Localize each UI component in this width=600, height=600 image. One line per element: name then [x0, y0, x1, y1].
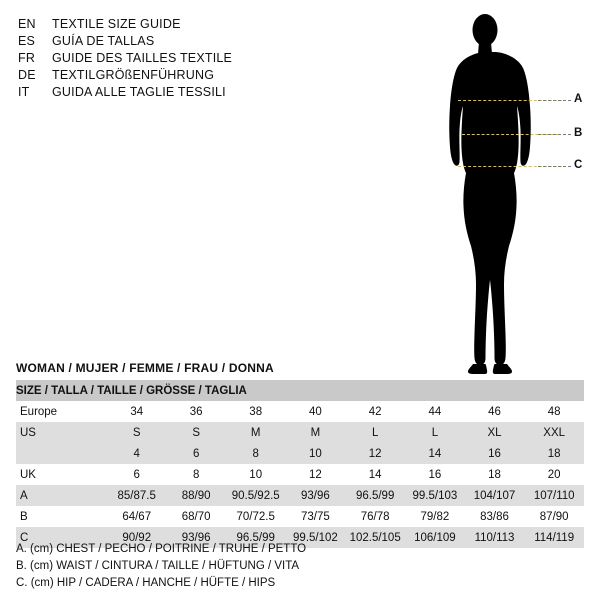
cell: 8 [226, 443, 286, 464]
cell: M [286, 422, 346, 443]
cell: 79/82 [405, 506, 465, 527]
legend-line-c: C. (cm) HIP / CADERA / HANCHE / HÜFTE / HIPS [16, 577, 276, 589]
measure-leader-b [538, 134, 571, 135]
cell: 93/96 [166, 527, 225, 548]
measurement-legend [16, 541, 306, 592]
cell: 106/109 [405, 527, 465, 548]
cell: 88/90 [166, 485, 225, 506]
measure-leader-c [538, 166, 571, 167]
language-row-en [18, 16, 318, 33]
language-row-it [18, 84, 318, 101]
table-header-label: SIZE / TALLA / TAILLE / GRÖSSE / TAGLIA [16, 380, 584, 401]
cell: 8 [166, 464, 225, 485]
language-text-de: TEXTILGRÖßENFÜHRUNG [52, 68, 215, 82]
cell: 114/119 [524, 527, 584, 548]
cell: L [345, 422, 405, 443]
language-row-es [18, 33, 318, 50]
cell: 87/90 [524, 506, 584, 527]
cell: 36 [166, 401, 225, 422]
cell: 4 [107, 443, 167, 464]
cell: 110/113 [465, 527, 525, 548]
table-row [16, 464, 584, 485]
cell: 68/70 [166, 506, 225, 527]
cell: 96.5/99 [226, 527, 286, 548]
table-row [16, 485, 584, 506]
legend-line-a: A. (cm) CHEST / PECHO / POITRINE / TRUHE / PETTO [16, 543, 307, 555]
cell: 14 [345, 464, 405, 485]
size-table-wrapper [16, 380, 584, 548]
row-label-us: US [16, 422, 107, 443]
cell: 40 [286, 401, 346, 422]
legend-line-b: B. (cm) WAIST / CINTURA / TAILLE / HÜFTUNG / VITA [16, 560, 300, 572]
measure-leader-a [538, 100, 571, 101]
cell: 85/87.5 [107, 485, 167, 506]
cell: S [166, 422, 225, 443]
cell: 73/75 [286, 506, 346, 527]
cell: 99.5/102 [286, 527, 346, 548]
language-code-fr: FR [18, 51, 36, 65]
cell: 38 [226, 401, 286, 422]
cell: XXL [524, 422, 584, 443]
table-header-row [16, 380, 584, 401]
cell: 10 [226, 464, 286, 485]
cell: 99.5/103 [405, 485, 465, 506]
figure-area [430, 8, 595, 378]
cell: 6 [166, 443, 225, 464]
row-label-a: A [16, 485, 107, 506]
table-row [16, 401, 584, 422]
cell: M [226, 422, 286, 443]
row-label-uk: UK [16, 464, 107, 485]
cell: 34 [107, 401, 167, 422]
table-group-title: WOMAN / MUJER / FEMME / FRAU / DONNA [16, 361, 274, 375]
language-text-es: GUÍA DE TALLAS [52, 34, 155, 48]
language-row-de [18, 67, 318, 84]
cell: 16 [465, 443, 525, 464]
cell: 16 [405, 464, 465, 485]
cell: 10 [286, 443, 346, 464]
cell: L [405, 422, 465, 443]
cell: 107/110 [524, 485, 584, 506]
measure-label-c: C [574, 159, 583, 171]
language-code-it: IT [18, 85, 30, 99]
language-text-it: GUIDA ALLE TAGLIE TESSILI [52, 85, 226, 99]
cell: 20 [524, 464, 584, 485]
cell: 90/92 [107, 527, 167, 548]
language-text-fr: GUIDE DES TAILLES TEXTILE [52, 51, 233, 65]
cell: 90.5/92.5 [226, 485, 286, 506]
row-label-c: C [16, 527, 107, 548]
cell: 18 [465, 464, 525, 485]
cell: 70/72.5 [226, 506, 286, 527]
cell: 14 [405, 443, 465, 464]
cell: 6 [107, 464, 167, 485]
measure-label-b: B [574, 127, 583, 139]
measure-label-a: A [574, 93, 583, 105]
cell: 46 [465, 401, 525, 422]
cell: XL [465, 422, 525, 443]
language-title-block [18, 16, 318, 101]
row-label-us-numeric [16, 443, 107, 464]
cell: 83/86 [465, 506, 525, 527]
table-row [16, 506, 584, 527]
cell: S [107, 422, 167, 443]
cell: 12 [345, 443, 405, 464]
cell: 18 [524, 443, 584, 464]
cell: 12 [286, 464, 346, 485]
language-code-es: ES [18, 34, 36, 48]
table-row [16, 422, 584, 443]
cell: 64/67 [107, 506, 167, 527]
row-label-europe: Europe [16, 401, 107, 422]
language-code-de: DE [18, 68, 36, 82]
size-table [16, 380, 584, 548]
cell: 76/78 [345, 506, 405, 527]
cell: 44 [405, 401, 465, 422]
language-code-en: EN [18, 17, 36, 31]
table-row [16, 443, 584, 464]
cell: 102.5/105 [345, 527, 405, 548]
cell: 48 [524, 401, 584, 422]
cell: 93/96 [286, 485, 346, 506]
language-text-en: TEXTILE SIZE GUIDE [52, 17, 181, 31]
female-silhouette-icon [430, 8, 595, 378]
language-row-fr [18, 50, 318, 67]
cell: 104/107 [465, 485, 525, 506]
row-label-b: B [16, 506, 107, 527]
cell: 42 [345, 401, 405, 422]
cell: 96.5/99 [345, 485, 405, 506]
